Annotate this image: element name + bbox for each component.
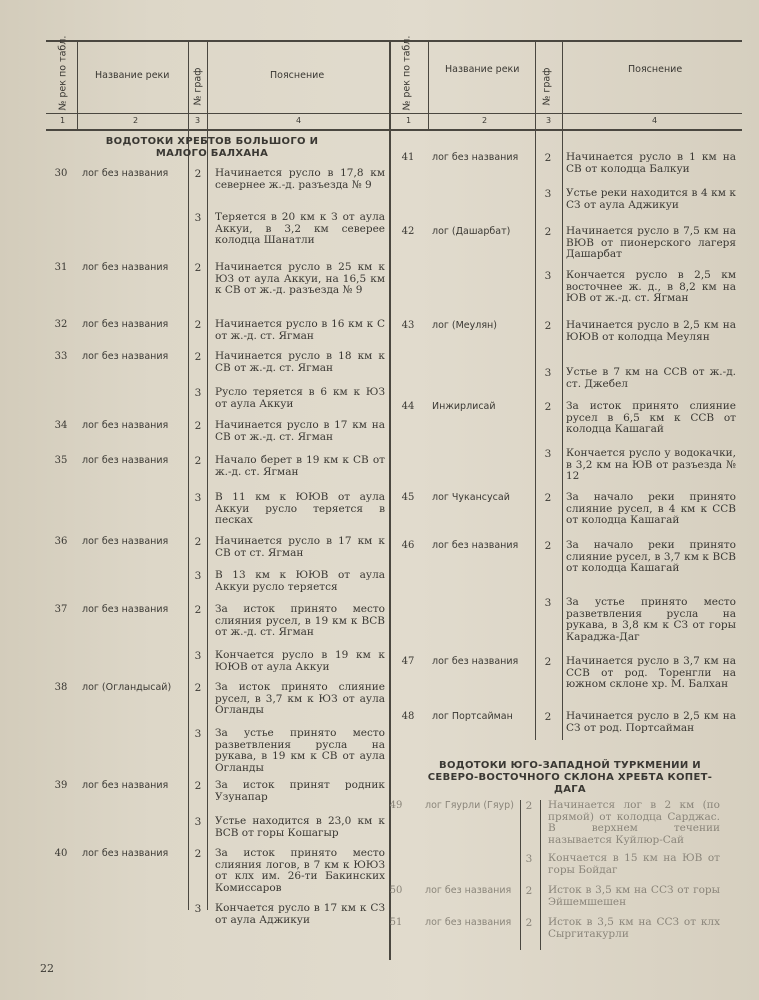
river-number: 40 xyxy=(54,848,68,859)
river-name: лог Гяурли (Гяур) xyxy=(425,800,514,811)
river-number: 36 xyxy=(54,536,68,547)
colnum-4: 4 xyxy=(296,116,302,125)
river-name: лог Чукансусай xyxy=(432,492,510,503)
header-bottom-line xyxy=(46,113,742,114)
graph-number: 2 xyxy=(525,917,533,929)
river-name: Инжирлисай xyxy=(432,401,496,412)
left-col-divider-3 xyxy=(207,40,208,910)
graph-number: 2 xyxy=(544,656,552,668)
explanation-text: В 13 км к ЮЮВ от аула Аккуи русло теряется xyxy=(215,569,385,593)
explanation-text: Начинается русло в 16 км к С от ж.-д. ст. Ягман xyxy=(215,318,385,342)
center-divider xyxy=(389,40,391,960)
explanation-text: За начало реки принято слияние русел, в 4 км к ССВ от колодца Кашагай xyxy=(566,491,736,526)
explanation-text: Русло теряется в 6 км к ЮЗ от аула Аккуи xyxy=(215,386,385,410)
graph-number: 3 xyxy=(194,903,202,915)
explanation-text: За исток принято слияние русел, в 3,7 км к ЮЗ от аула Огланды xyxy=(215,681,385,716)
colnum-3-right: 3 xyxy=(546,116,552,125)
header-river-name-right: Название реки xyxy=(445,64,520,75)
explanation-text: За исток принято место слияния русел, в 19 км к ВСВ от ж.-д. ст. Ягман xyxy=(215,603,385,638)
explanation-text: Начинается русло в 2,5 км на СЗ от род. Портсайман xyxy=(566,710,736,734)
graph-number: 2 xyxy=(544,711,552,723)
graph-number: 3 xyxy=(544,448,552,460)
river-name: лог (Дашарбат) xyxy=(432,226,511,237)
explanation-text: Начинается русло в 25 км к ЮЗ от аула Аккуи, на 16,5 км к СВ от ж.-д. разъезда № 9 xyxy=(215,261,385,296)
river-number: 48 xyxy=(401,711,415,722)
graph-number: 2 xyxy=(194,848,202,860)
graph-number: 2 xyxy=(544,226,552,238)
right-col-divider-2 xyxy=(535,40,536,740)
header-river-number: № рек по табл. xyxy=(57,35,69,111)
river-name: лог без названия xyxy=(432,540,519,551)
explanation-text: Начинается русло в 18 км к СВ от ж.-д. ст. Ягман xyxy=(215,350,385,374)
colnum-4-right: 4 xyxy=(652,116,658,125)
river-number: 34 xyxy=(54,420,68,431)
explanation-text: Начинается русло в 1 км на СВ от колодца Балкуи xyxy=(566,151,736,175)
river-number: 49 xyxy=(389,800,403,811)
river-name: лог без названия xyxy=(432,656,519,667)
river-number: 47 xyxy=(401,656,415,667)
header-river-number-right: № рек по табл. xyxy=(401,35,413,111)
graph-number: 3 xyxy=(194,570,202,582)
header-river-name: Название реки xyxy=(95,70,170,81)
explanation-text: Исток в 3,5 км на ССЗ от горы Эйшемшешен xyxy=(548,884,720,908)
right-col-divider-3 xyxy=(562,40,563,740)
river-name: лог (Меулян) xyxy=(432,320,497,331)
river-number: 46 xyxy=(401,540,415,551)
river-number: 42 xyxy=(401,226,415,237)
river-name: лог без названия xyxy=(82,319,169,330)
explanation-text: Начинается русло в 17 км на СВ от ж.-д. ст. Ягман xyxy=(215,419,385,443)
river-number: 30 xyxy=(54,168,68,179)
graph-number: 3 xyxy=(194,387,202,399)
river-name: лог без названия xyxy=(82,780,169,791)
explanation-text: Кончается русло в 19 км к ЮЮВ от аула Аккуи xyxy=(215,649,385,673)
graph-number: 2 xyxy=(194,262,202,274)
header-graph-number-right: № граф xyxy=(541,67,553,106)
graph-number: 3 xyxy=(544,597,552,609)
river-name: лог (Огландысай) xyxy=(82,682,172,693)
explanation-text: Начинается русло в 17 км к СВ от ст. Ягман xyxy=(215,535,385,559)
graph-number: 2 xyxy=(544,320,552,332)
graph-number: 2 xyxy=(194,682,202,694)
section-heading-kopetdag: ВОДОТОКИ ЮГО-ЗАПАДНОЙ ТУРКМЕНИИ И СЕВЕРО-ВОСТОЧНОГО СКЛОНА ХРЕБТА КОПЕТ-ДАГА xyxy=(427,760,713,795)
graph-number: 3 xyxy=(194,492,202,504)
explanation-text: За устье принято место разветвления русла на рукава, в 19 км к СВ от аула Огланды xyxy=(215,727,385,774)
left-col-divider-1 xyxy=(77,40,78,130)
graph-number: 3 xyxy=(194,816,202,828)
explanation-text: Начинается русло в 7,5 км на ВЮВ от пионерского лагеря Дашарбат xyxy=(566,225,736,260)
graph-number: 2 xyxy=(544,152,552,164)
graph-number: 3 xyxy=(544,367,552,379)
river-name: лог без названия xyxy=(82,351,169,362)
river-name: лог без названия xyxy=(82,536,169,547)
explanation-text: За исток принято место слияния логов, в 7 км к ЮЮЗ от клх им. 26-ти Бакинских Комиссаров xyxy=(215,847,385,894)
graph-number: 3 xyxy=(194,728,202,740)
explanation-text: За начало реки принято слияние русел, в 3,7 км к ВСВ от колодца Кашагай xyxy=(566,539,736,574)
right-col-divider-2b xyxy=(520,800,521,950)
explanation-text: Устье в 7 км на ССВ от ж.-д. ст. Джебел xyxy=(566,366,736,390)
header-explanation-right: Пояснение xyxy=(628,64,683,75)
left-col-divider-2 xyxy=(188,40,189,910)
right-col-divider-1 xyxy=(428,40,429,130)
graph-number: 3 xyxy=(525,853,533,865)
river-number: 43 xyxy=(401,320,415,331)
river-name: лог Портсайман xyxy=(432,711,513,722)
explanation-text: Кончается русло у водокачки, в 3,2 км на ЮВ от разъезда № 12 xyxy=(566,447,736,482)
colnum-1: 1 xyxy=(60,116,66,125)
river-name: лог без названия xyxy=(425,885,512,896)
river-number: 50 xyxy=(389,885,403,896)
river-number: 44 xyxy=(401,401,415,412)
river-number: 33 xyxy=(54,351,68,362)
river-name: лог без названия xyxy=(432,152,519,163)
river-number: 39 xyxy=(54,780,68,791)
explanation-text: Исток в 3,5 км на ССЗ от клх Сыргитакурли xyxy=(548,916,720,940)
table-top-line xyxy=(46,40,742,42)
explanation-text: Начало берет в 19 км к СВ от ж.-д. ст. Ягман xyxy=(215,454,385,478)
explanation-text: За исток принят родник Узунапар xyxy=(215,779,385,803)
river-name: лог без названия xyxy=(82,455,169,466)
graph-number: 3 xyxy=(544,188,552,200)
page-number: 22 xyxy=(40,962,54,975)
explanation-text: Начинается лог в 2 км (по прямой) от колодца Сарджас. В верхнем течении называется Куйлюр-Сай xyxy=(548,799,720,846)
section-heading-balkhan: ВОДОТОКИ ХРЕБТОВ БОЛЬШОГО И МАЛОГО БАЛХАНА xyxy=(105,136,319,159)
explanation-text: За устье принято место разветвления русла на рукава, в 3,8 км к СЗ от горы Караджа-Даг xyxy=(566,596,736,643)
explanation-text: В 11 км к ЮЮВ от аула Аккуи русло теряется в песках xyxy=(215,491,385,526)
graph-number: 2 xyxy=(194,604,202,616)
colnum-bottom-line xyxy=(46,129,742,131)
river-name: лог без названия xyxy=(82,604,169,615)
colnum-2-right: 2 xyxy=(482,116,488,125)
explanation-text: Кончается русло в 2,5 км восточнее ж. д., в 8,2 км на ЮВ от ж.-д. ст. Ягман xyxy=(566,269,736,304)
colnum-2: 2 xyxy=(133,116,139,125)
explanation-text: Начинается русло в 17,8 км севернее ж.-д. разъезда № 9 xyxy=(215,167,385,191)
river-name: лог без названия xyxy=(425,917,512,928)
river-number: 32 xyxy=(54,319,68,330)
explanation-text: Начинается русло в 3,7 км на ССВ от род. Торенгли на южном склоне хр. М. Балхан xyxy=(566,655,736,690)
river-number: 45 xyxy=(401,492,415,503)
graph-number: 3 xyxy=(194,212,202,224)
explanation-text: Устье реки находится в 4 км к СЗ от аула Аджикуи xyxy=(566,187,736,211)
river-name: лог без названия xyxy=(82,262,169,273)
graph-number: 2 xyxy=(544,540,552,552)
graph-number: 2 xyxy=(525,885,533,897)
explanation-text: Теряется в 20 км к З от аула Аккуи, в 3,2 км северее колодца Шанатли xyxy=(215,211,385,246)
colnum-1-right: 1 xyxy=(406,116,412,125)
graph-number: 2 xyxy=(194,319,202,331)
river-name: лог без названия xyxy=(82,848,169,859)
river-number: 35 xyxy=(54,455,68,466)
explanation-text: Кончается русло в 17 км к СЗ от аула Аджикуи xyxy=(215,902,385,926)
graph-number: 3 xyxy=(194,650,202,662)
graph-number: 3 xyxy=(544,270,552,282)
graph-number: 2 xyxy=(194,420,202,432)
river-number: 51 xyxy=(389,917,403,928)
header-explanation: Пояснение xyxy=(270,70,325,81)
explanation-text: За исток принято слияние русел в 6,5 км к ССВ от колодца Кашагай xyxy=(566,400,736,435)
graph-number: 2 xyxy=(525,800,533,812)
graph-number: 2 xyxy=(194,168,202,180)
graph-number: 2 xyxy=(544,492,552,504)
river-number: 37 xyxy=(54,604,68,615)
river-name: лог без названия xyxy=(82,168,169,179)
explanation-text: Кончается в 15 км на ЮВ от горы Бойдаг xyxy=(548,852,720,876)
graph-number: 2 xyxy=(194,536,202,548)
river-name: лог без названия xyxy=(82,420,169,431)
header-graph-number: № граф xyxy=(192,67,204,106)
explanation-text: Устье находится в 23,0 км к ВСВ от горы Кошагыр xyxy=(215,815,385,839)
graph-number: 2 xyxy=(544,401,552,413)
river-number: 41 xyxy=(401,152,415,163)
right-col-divider-3b xyxy=(540,800,541,950)
colnum-3: 3 xyxy=(195,116,201,125)
river-number: 31 xyxy=(54,262,68,273)
graph-number: 2 xyxy=(194,780,202,792)
explanation-text: Начинается русло в 2,5 км на ЮЮВ от колодца Меулян xyxy=(566,319,736,343)
graph-number: 2 xyxy=(194,455,202,467)
graph-number: 2 xyxy=(194,351,202,363)
river-number: 38 xyxy=(54,682,68,693)
